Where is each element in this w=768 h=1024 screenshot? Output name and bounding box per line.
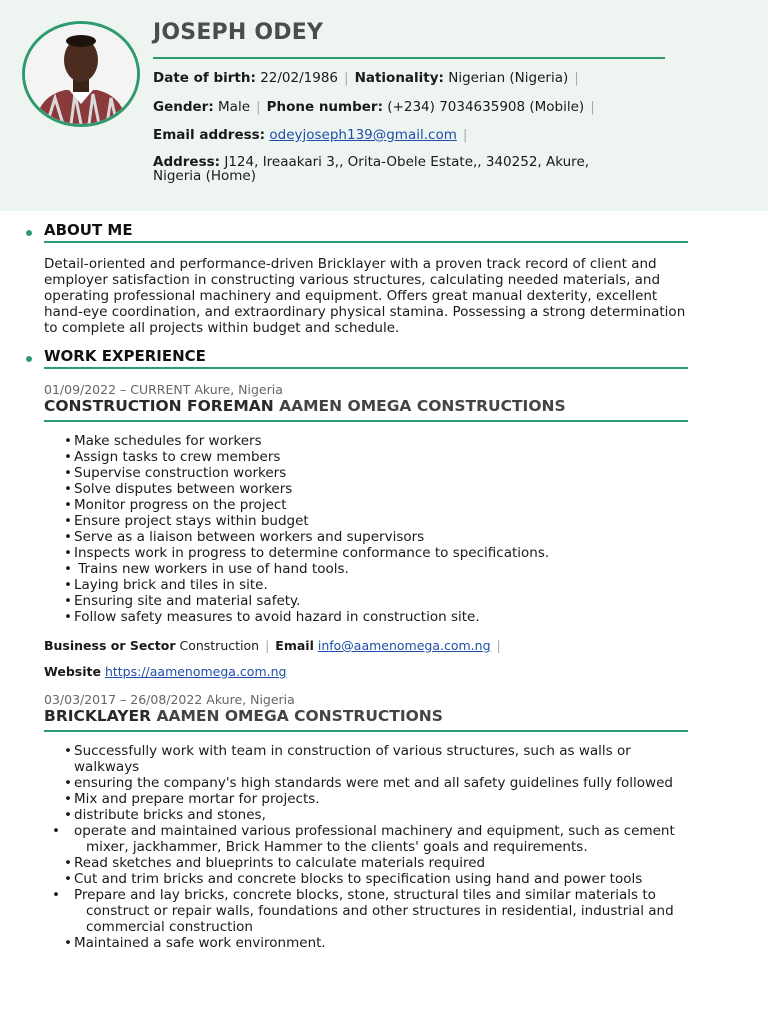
- job-role: CONSTRUCTION FOREMAN: [44, 397, 274, 415]
- address-label: Address:: [153, 154, 221, 170]
- job-duties-list: [64, 743, 684, 951]
- list-item: • Ensuring site and material safety.: [64, 593, 684, 609]
- company-email-link[interactable]: info@aamenomega.com.ng: [317, 638, 491, 653]
- nationality-label: Nationality:: [354, 70, 444, 86]
- person-photo-icon: [25, 24, 137, 124]
- list-item: • distribute bricks and stones,: [64, 807, 684, 823]
- job-duties-list: [64, 433, 684, 625]
- info-row-contact: [153, 99, 601, 115]
- list-item: • Ensure project stays within budget: [64, 513, 684, 529]
- gender-value: Male: [218, 99, 251, 115]
- info-row-email: [153, 127, 473, 143]
- about-text: Detail-oriented and performance-driven Bricklayer with a proven track record of client and employer satisfaction in constructing various structures, calculating needed materials, and operating professional machinery and equipment. Offers great manual dexterity, excellent hand-eye coordination, and extraordinary physical stamina. Possessing a strong determination to complete all projects within budget and schedule.: [44, 256, 686, 336]
- phone-value: (+234) 7034635908 (Mobile): [387, 99, 585, 115]
- company-email-label: Email: [275, 638, 314, 653]
- list-item: • Follow safety measures to avoid hazard in construction site.: [64, 609, 684, 625]
- list-item: • Read sketches and blueprints to calculate materials required: [64, 855, 684, 871]
- separator: |: [265, 638, 270, 653]
- separator: |: [344, 70, 349, 86]
- list-item: • Laying brick and tiles in site.: [64, 577, 684, 593]
- separator: |: [256, 99, 261, 115]
- list-item: • Solve disputes between workers: [64, 481, 684, 497]
- name-divider: [153, 57, 665, 59]
- email-link[interactable]: odeyjoseph139@gmail.com: [269, 127, 457, 143]
- info-row-address: [153, 155, 633, 183]
- section-bullet: [26, 356, 32, 362]
- candidate-name: JOSEPH ODEY: [153, 20, 324, 45]
- job-company: AAMEN OMEGA CONSTRUCTIONS: [156, 707, 443, 725]
- separator: |: [462, 127, 468, 143]
- profile-header: [0, 0, 768, 211]
- job-divider: [44, 420, 688, 422]
- list-item: • Prepare and lay bricks, concrete blocks, stone, structural tiles and similar materials to construct or repair walls, foundations and other structures in residential, industrial and commercial construction: [64, 887, 684, 935]
- dob-value: 22/02/1986: [260, 70, 338, 86]
- job-company: AAMEN OMEGA CONSTRUCTIONS: [279, 397, 566, 415]
- list-item: • Supervise construction workers: [64, 465, 684, 481]
- list-item: • Inspects work in progress to determine conformance to specifications.: [64, 545, 684, 561]
- job-role: BRICKLAYER: [44, 707, 152, 725]
- gender-label: Gender:: [153, 99, 214, 115]
- website-link[interactable]: https://aamenomega.com.ng: [104, 664, 287, 679]
- list-item: • Assign tasks to crew members: [64, 449, 684, 465]
- work-divider: [44, 367, 688, 369]
- job-dates: 03/03/2017 – 26/08/2022 Akure, Nigeria: [44, 692, 295, 707]
- nationality-value: Nigerian (Nigeria): [448, 70, 569, 86]
- website-row: [44, 664, 286, 679]
- list-item: • Monitor progress on the project: [64, 497, 684, 513]
- separator: |: [590, 99, 595, 115]
- separator: |: [496, 638, 501, 653]
- business-label: Business or Sector: [44, 638, 176, 653]
- info-row-birth: [153, 70, 585, 86]
- profile-photo: [22, 21, 140, 127]
- about-section-title: ABOUT ME: [44, 221, 133, 239]
- job-title: [44, 397, 566, 415]
- business-value: Construction: [179, 638, 260, 653]
- phone-label: Phone number:: [266, 99, 383, 115]
- list-item: • Trains new workers in use of hand tools.: [64, 561, 684, 577]
- list-item: • Mix and prepare mortar for projects.: [64, 791, 684, 807]
- list-item: • Maintained a safe work environment.: [64, 935, 684, 951]
- job-dates: 01/09/2022 – CURRENT Akure, Nigeria: [44, 382, 283, 397]
- job-title: [44, 707, 443, 725]
- section-bullet: [26, 230, 32, 236]
- work-section-title: WORK EXPERIENCE: [44, 347, 206, 365]
- list-item: • ensuring the company's high standards were met and all safety guidelines fully followed: [64, 775, 684, 791]
- dob-label: Date of birth:: [153, 70, 256, 86]
- business-row: [44, 638, 507, 653]
- list-item: • operate and maintained various professional machinery and equipment, such as cement mixer, jackhammer, Brick Hammer to the clients' goals and requirements.: [64, 823, 684, 855]
- separator: |: [574, 70, 579, 86]
- list-item: • Make schedules for workers: [64, 433, 684, 449]
- list-item: • Successfully work with team in construction of various structures, such as walls or walkways: [64, 743, 684, 775]
- list-item: • Cut and trim bricks and concrete blocks to specification using hand and power tools: [64, 871, 684, 887]
- about-divider: [44, 241, 688, 243]
- address-value: J124, Ireaakari 3,, Orita-Obele Estate,, 340252, Akure, Nigeria (Home): [153, 154, 590, 184]
- job-divider: [44, 730, 688, 732]
- email-label: Email address:: [153, 127, 266, 143]
- list-item: • Serve as a liaison between workers and supervisors: [64, 529, 684, 545]
- website-label: Website: [44, 664, 101, 679]
